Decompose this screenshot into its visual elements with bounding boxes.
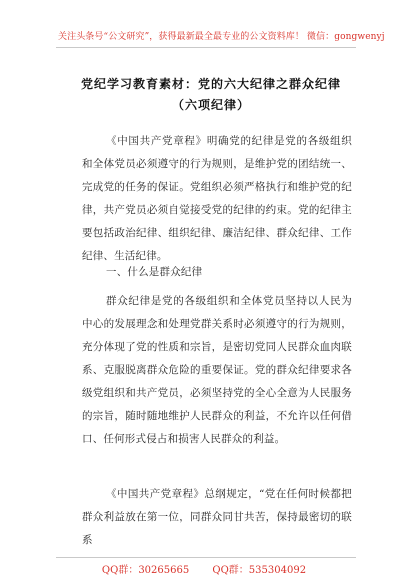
footer-qq-group-2: QQ群：535304092	[212, 565, 307, 576]
header-divider	[56, 47, 356, 48]
footer-qq-group-1: QQ群：30265665	[101, 565, 190, 576]
header-promo-note: 关注头条号“公文研究”，获得最新最全最专业的公文资料库！ 微信：gongwenyj	[58, 32, 385, 42]
footer-contact	[0, 561, 408, 576]
body-paragraph-2: 群众纪律是党的各级组织和全体党员坚持以人民为中心的发展理念和处理党群关系时必须遵守的行为规则，充分体现了党的性质和宗旨，是密切党同人民群众血肉联系、克服脱离群众危险的重要保证。党的群众纪律要求各级党组织和共产党员，必须坚持党的全心全意为人民服务的宗旨，随时随地维护人民群众的利益，不允许以任何借口、任何形式侵占和损害人民群众的利益。	[82, 295, 352, 445]
section-heading: 一、什么是群众纪律	[106, 266, 203, 278]
document-title: 党纪学习教育素材：党的六大纪律之群众纪律（六项纪律）	[80, 77, 341, 112]
body-paragraph-3: 《中国共产党章程》总纲规定，“党在任何时候都把群众利益放在第一位，同群众同甘共苦，保持最密切的联系	[82, 488, 352, 546]
footer-divider	[56, 557, 356, 558]
body-paragraph-1: 《中国共产党章程》明确党的纪律是党的各级组织和全体党员必须遵守的行为规则，是维护党的团结统一、完成党的任务的保证。党组织必须严格执行和维护党的纪律，共产党员必须自觉接受党的纪律的约束。党的纪律主要包括政治纪律、组织纪律、廉洁纪律、群众纪律、工作纪律、生活纪律。	[82, 135, 352, 262]
